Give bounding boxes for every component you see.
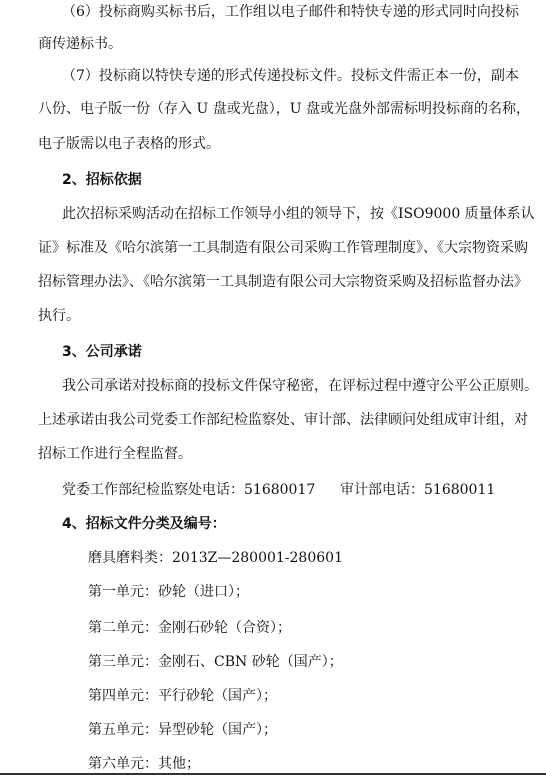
unit-4: 第四单元：平行砂轮（国产）；	[88, 688, 277, 704]
paragraph-6-line-2: 商传递标书。	[38, 36, 122, 52]
section-2-line-1: 此次招标采购活动在招标工作领导小组的领导下，按《ISO9000 质量体系认	[62, 206, 535, 222]
paragraph-7-line-3: 电子版需以电子表格的形式。	[38, 136, 220, 152]
paragraph-7-line-1: （7）投标商以特快专递的形式传递投标文件。投标文件需正本一份，副本	[62, 68, 519, 84]
unit-5: 第五单元：异型砂轮（国产）；	[88, 722, 277, 738]
section-4-heading: 4、招标文件分类及编号：	[62, 516, 226, 532]
paragraph-6-line-1: （6）投标商购买标书后，工作组以电子邮件和特快专递的形式同时向投标	[62, 4, 519, 20]
section-3-heading: 3、公司承诺	[62, 344, 142, 360]
section-3-line-3: 招标工作进行全程监督。	[38, 446, 192, 462]
section-2-line-2: 证》标准及《哈尔滨第一工具制造有限公司采购工作管理制度》、《大宗物资采购	[38, 240, 528, 256]
phone-audit-department: 审计部电话：51680011	[340, 482, 496, 498]
phone-discipline-office: 党委工作部纪检监察处电话：51680017	[62, 482, 316, 498]
section-2-heading: 2、招标依据	[62, 172, 142, 188]
paragraph-7-line-2: 八份、电子版一份（存入 U 盘或光盘），U 盘或光盘外部需标明投标商的名称，	[38, 101, 530, 117]
section-3-line-1: 我公司承诺对投标商的投标文件保守秘密，在评标过程中遵守公平公正原则。	[62, 378, 538, 394]
page-bottom-rule	[0, 773, 546, 775]
unit-6: 第六单元：其他；	[88, 756, 200, 772]
unit-2: 第二单元：金刚石砂轮（合资）；	[88, 620, 291, 636]
section-2-line-3: 招标管理办法》、《哈尔滨第一工具制造有限公司大宗物资采购及招标监督办法》	[38, 274, 528, 290]
section-2-line-4: 执行。	[38, 308, 80, 324]
category-line: 磨具磨料类：2013Z—280001-280601	[88, 550, 343, 566]
unit-3: 第三单元：金刚石、CBN 砂轮（国产）；	[88, 654, 343, 670]
unit-1: 第一单元：砂轮（进口）；	[88, 584, 249, 600]
section-3-line-2: 上述承诺由我公司党委工作部纪检监察处、审计部、法律顾问处组成审计组，对	[38, 412, 528, 428]
